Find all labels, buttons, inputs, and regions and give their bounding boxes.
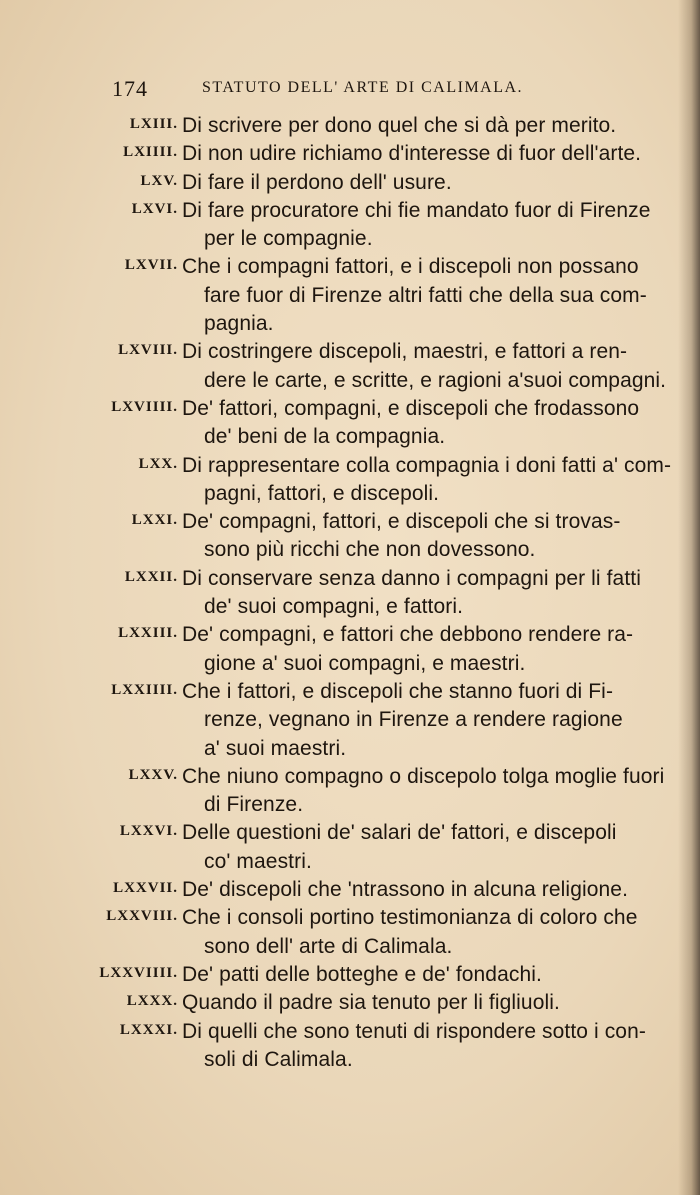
page-number: 174: [112, 76, 148, 101]
chapter-title: [182, 338, 670, 395]
chapter-title-line: Di rappresentare colla compagnia i doni fatti a' com-: [182, 453, 672, 477]
chapter-title-line: De' compagni, fattori, e discepoli che si trovas-: [182, 510, 621, 534]
chapter-title-line: Di non udire richiamo d'interesse di fuor dell'arte.: [182, 142, 642, 166]
chapter-numeral: LXIII.: [129, 116, 178, 132]
chapter-title: [182, 197, 670, 254]
page-edge-shadow: [678, 0, 700, 1195]
chapter-title: [182, 508, 670, 565]
chapter-numeral: LXXI.: [131, 512, 178, 529]
chapter-title: [182, 1018, 670, 1075]
chapter-title-line: De' fattori, compagni, e discepoli che frodassono: [182, 396, 640, 420]
chapter-entry: [0, 140, 700, 168]
chapter-entry: [0, 904, 700, 961]
chapter-entry: [0, 253, 700, 338]
chapter-title-line: Di conservare senza danno i compagni per li fatti: [182, 566, 641, 590]
running-head: STATUTO DELL' ARTE DI CALIMALA.: [202, 79, 524, 96]
chapter-title-line: De' patti delle botteghe e de' fondachi.: [182, 962, 542, 986]
chapter-title-line: Di scrivere per dono quel che si dà per merito.: [182, 114, 617, 137]
chapter-numeral: LXXVII.: [113, 880, 178, 897]
chapter-numeral: LXXX.: [126, 993, 178, 1010]
chapter-title: [182, 678, 670, 763]
chapter-title-line: De' compagni, e fattori che debbono rendere ra-: [182, 623, 634, 647]
chapter-entry: [0, 508, 700, 565]
chapter-title-line: fare fuor di Firenze altri fatti che della sua com-: [204, 283, 647, 307]
chapter-title: [182, 395, 670, 452]
chapter-title-line: Delle questioni de' salari de' fattori, e discepoli: [182, 821, 617, 845]
chapter-title-line: dere le carte, e scritte, e ragioni a'suoi compagni.: [204, 368, 667, 392]
chapter-title-line: de' suoi compagni, e fattori.: [204, 595, 464, 619]
chapter-numeral: LXXVIIII.: [99, 964, 178, 981]
chapter-title-line: Quando il padre sia tenuto per li figliuoli.: [182, 991, 560, 1015]
chapter-numeral: LXXVIII.: [106, 908, 178, 925]
chapter-title-line: de' beni de la compagnia.: [204, 425, 446, 449]
chapter-entry: [0, 989, 700, 1017]
chapter-title-line: sono dell' arte di Calimala.: [204, 934, 453, 958]
chapter-title: [182, 253, 670, 338]
chapter-title-line: soli di Calimala.: [204, 1047, 353, 1071]
chapter-title: [182, 452, 670, 509]
chapter-entry: [0, 565, 700, 622]
chapter-title-line: co' maestri.: [204, 849, 312, 873]
chapter-entry: [0, 395, 700, 452]
chapter-title: [182, 169, 670, 197]
chapter-title-line: Di costringere discepoli, maestri, e fattori a ren-: [182, 340, 628, 364]
chapter-numeral: LXX.: [138, 455, 178, 472]
chapter-title-line: a' suoi maestri.: [204, 736, 347, 760]
chapter-title-line: Che i compagni fattori, e i discepoli non possano: [182, 255, 639, 279]
chapter-list: [0, 112, 700, 1074]
chapter-entry: [0, 763, 700, 820]
chapter-numeral: LXVI.: [131, 200, 178, 217]
chapter-title-line: di Firenze.: [204, 793, 304, 817]
chapter-title: [182, 819, 670, 876]
chapter-numeral: LXIIII.: [123, 144, 178, 161]
chapter-title-line: renze, vegnano in Firenze a rendere ragione: [204, 708, 623, 732]
chapter-entry: [0, 112, 700, 140]
chapter-entry: [0, 452, 700, 509]
chapter-title: [182, 140, 670, 168]
chapter-title-line: per le compagnie.: [204, 227, 373, 251]
chapter-entry: [0, 876, 700, 904]
chapter-entry: [0, 678, 700, 763]
chapter-title-line: pagni, fattori, e discepoli.: [204, 481, 440, 505]
chapter-title: [182, 621, 670, 678]
chapter-entry: [0, 169, 700, 197]
chapter-numeral: LXVII.: [124, 257, 178, 274]
chapter-entry: [0, 621, 700, 678]
chapter-title: [182, 961, 670, 989]
chapter-title: [182, 565, 670, 622]
chapter-title: [182, 989, 670, 1017]
chapter-title-line: Di fare procuratore chi fie mandato fuor di Firenze: [182, 198, 651, 222]
chapter-entry: [0, 961, 700, 989]
chapter-entry: [0, 197, 700, 254]
chapter-numeral: LXXIII.: [118, 625, 178, 642]
chapter-title: [182, 112, 670, 140]
chapter-title: [182, 763, 670, 820]
chapter-numeral: LXVIII.: [118, 342, 178, 359]
chapter-entry: [0, 819, 700, 876]
chapter-numeral: LXV.: [140, 172, 178, 189]
chapter-numeral: LXXXI.: [119, 1021, 178, 1038]
chapter-numeral: LXXII.: [124, 568, 178, 585]
page-header: [0, 76, 700, 106]
chapter-numeral: LXVIIII.: [111, 398, 178, 415]
chapter-title-line: Che i consoli portino testimonianza di coloro che: [182, 906, 638, 930]
chapter-entry: [0, 1018, 700, 1075]
chapter-numeral: LXXV.: [128, 766, 178, 783]
chapter-title: [182, 876, 670, 904]
chapter-title-line: pagnia.: [204, 312, 274, 336]
chapter-title-line: Di fare il perdono dell' usure.: [182, 170, 452, 194]
chapter-title-line: gione a' suoi compagni, e maestri.: [204, 651, 526, 675]
chapter-title-line: Di quelli che sono tenuti di rispondere sotto i con-: [182, 1019, 646, 1043]
chapter-title-line: De' discepoli che 'ntrassono in alcuna religione.: [182, 878, 629, 902]
chapter-title-line: Che niuno compagno o discepolo tolga moglie fuori: [182, 764, 665, 788]
chapter-title: [182, 904, 670, 961]
chapter-numeral: LXXVI.: [119, 823, 178, 840]
chapter-entry: [0, 338, 700, 395]
chapter-title-line: Che i fattori, e discepoli che stanno fuori di Fi-: [182, 679, 614, 703]
chapter-title-line: sono più ricchi che non dovessono.: [204, 538, 536, 562]
chapter-numeral: LXXIIII.: [111, 681, 178, 698]
